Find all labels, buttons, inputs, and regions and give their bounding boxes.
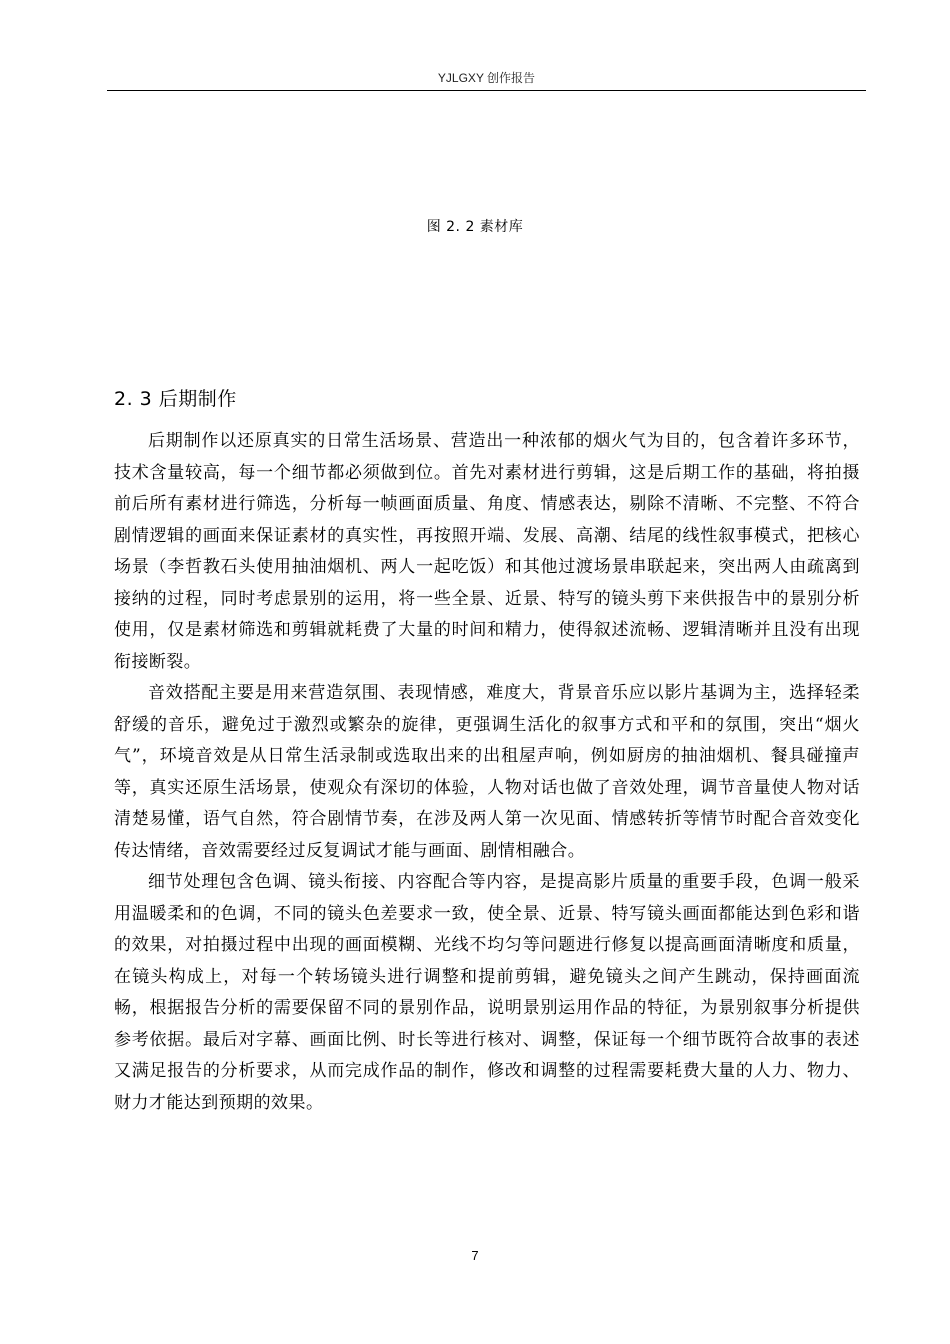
section-heading: 2. 3 后期制作: [114, 388, 237, 410]
paragraph-detail-processing: 细节处理包含色调、镜头衔接、内容配合等内容，是提高影片质量的重要手段，色调一般采用温暖柔和的色调，不同的镜头色差要求一致，使全景、近景、特写镜头画面都能达到色彩和谐的效果，对拍摄过程中出现的画面模糊、光线不均匀等问题进行修复以提高画面清晰度和质量，在镜头构成上，对每一个转场镜头进行调整和提前剪辑，避免镜头之间产生跳动，保持画面流畅，根据报告分析的需要保留不同的景别作品，说明景别运用作品的特征，为景别叙事分析提供参考依据。最后对字幕、画面比例、时长等进行核对、调整，保证每一个细节既符合故事的表述又满足报告的分析要求，从而完成作品的制作，修改和调整的过程需要耗费大量的人力、物力、财力才能达到预期的效果。: [114, 872, 860, 1113]
page-number: 7: [471, 1248, 479, 1263]
figure-caption: 图 2. 2 素材库: [426, 219, 524, 235]
section-body: [114, 426, 860, 1119]
header-title: YJLGXY 创作报告: [437, 71, 536, 85]
paragraph-post-production: 后期制作以还原真实的日常生活场景、营造出一种浓郁的烟火气为目的，包含着许多环节，技术含量较高，每一个细节都必须做到位。首先对素材进行剪辑，这是后期工作的基础，将拍摄前后所有素材进行筛选，分析每一帧画面质量、角度、情感表达，剔除不清晰、不完整、不符合剧情逻辑的画面来保证素材的真实性，再按照开端、发展、高潮、结尾的线性叙事模式，把核心场景（李哲教石头使用抽油烟机、两人一起吃饭）和其他过渡场景串联起来，突出两人由疏离到接纳的过程，同时考虑景别的运用，将一些全景、近景、特写的镜头剪下来供报告中的景别分析使用，仅是素材筛选和剪辑就耗费了大量的时间和精力，使得叙述流畅、逻辑清晰并且没有出现衔接断裂。: [114, 431, 860, 672]
page-header: [107, 70, 866, 91]
paragraph-sound-effects: 音效搭配主要是用来营造氛围、表现情感，难度大，背景音乐应以影片基调为主，选择轻柔舒缓的音乐，避免过于激烈或繁杂的旋律，更强调生活化的叙事方式和平和的氛围，突出“烟火气”，环境音效是从日常生活录制或选取出来的出租屋声响，例如厨房的抽油烟机、餐具碰撞声等，真实还原生活场景，使观众有深切的体验，人物对话也做了音效处理，调节音量使人物对话清楚易懂，语气自然，符合剧情节奏，在涉及两人第一次见面、情感转折等情节时配合音效变化传达情绪，音效需要经过反复调试才能与画面、剧情相融合。: [114, 683, 860, 861]
